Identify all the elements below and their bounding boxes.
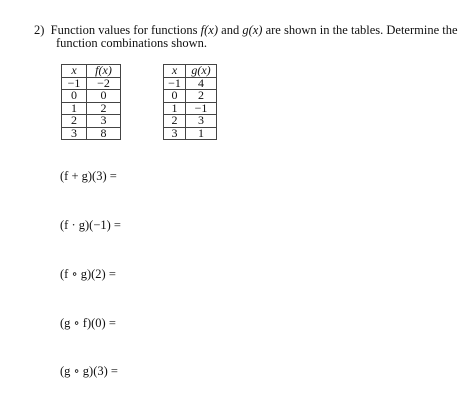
table-row (62, 127, 121, 140)
problem-number: 2) (34, 23, 45, 37)
expression-g-compose-f: (g ∘ f)(0) = (60, 316, 116, 330)
table-g-cell: 1 (164, 102, 186, 115)
expression-f-plus-g: (f + g)(3) = (60, 169, 117, 183)
table-f-header-fx: f(x) (87, 65, 121, 78)
table-g-cell: 0 (164, 90, 186, 103)
f-of-x-label: f(x) (200, 23, 219, 37)
table-f-cell: 2 (62, 115, 87, 128)
table-f-header-x: x (62, 65, 87, 78)
table-f-cell: −2 (87, 77, 121, 90)
table-g-cell: 4 (186, 77, 217, 90)
table-f-cell: 0 (62, 90, 87, 103)
table-g-cell: −1 (186, 102, 217, 115)
table-row (164, 127, 217, 140)
table-g-cell: 3 (164, 127, 186, 140)
table-g-cell: 3 (186, 115, 217, 128)
g-of-x-label: g(x) (242, 23, 263, 37)
problem-statement (34, 23, 458, 50)
problem-line-1: 2) Function values for functions f(x) and g(x) are shown in the tables. Determine the (34, 23, 458, 37)
table-f-cell: 0 (87, 90, 121, 103)
table-f-cell: −1 (62, 77, 87, 90)
table-g-cell: 1 (186, 127, 217, 140)
table-f-cell: 3 (87, 115, 121, 128)
table-f-cell: 8 (87, 127, 121, 140)
table-f-cell: 2 (87, 102, 121, 115)
expression-f-compose-g: (f ∘ g)(2) = (60, 267, 116, 281)
table-g-cell: −1 (164, 77, 186, 90)
table-f-cell: 1 (62, 102, 87, 115)
table-f (61, 64, 121, 140)
table-g-header-gx: g(x) (186, 65, 217, 78)
table-g-cell: 2 (186, 90, 217, 103)
expression-g-compose-g: (g ∘ g)(3) = (60, 364, 118, 378)
problem-line-2: function combinations shown. (56, 36, 208, 50)
table-g (163, 64, 217, 140)
table-g-header-x: x (164, 65, 186, 78)
table-f-cell: 3 (62, 127, 87, 140)
table-g-cell: 2 (164, 115, 186, 128)
expression-f-times-g: (f · g)(−1) = (60, 218, 121, 232)
